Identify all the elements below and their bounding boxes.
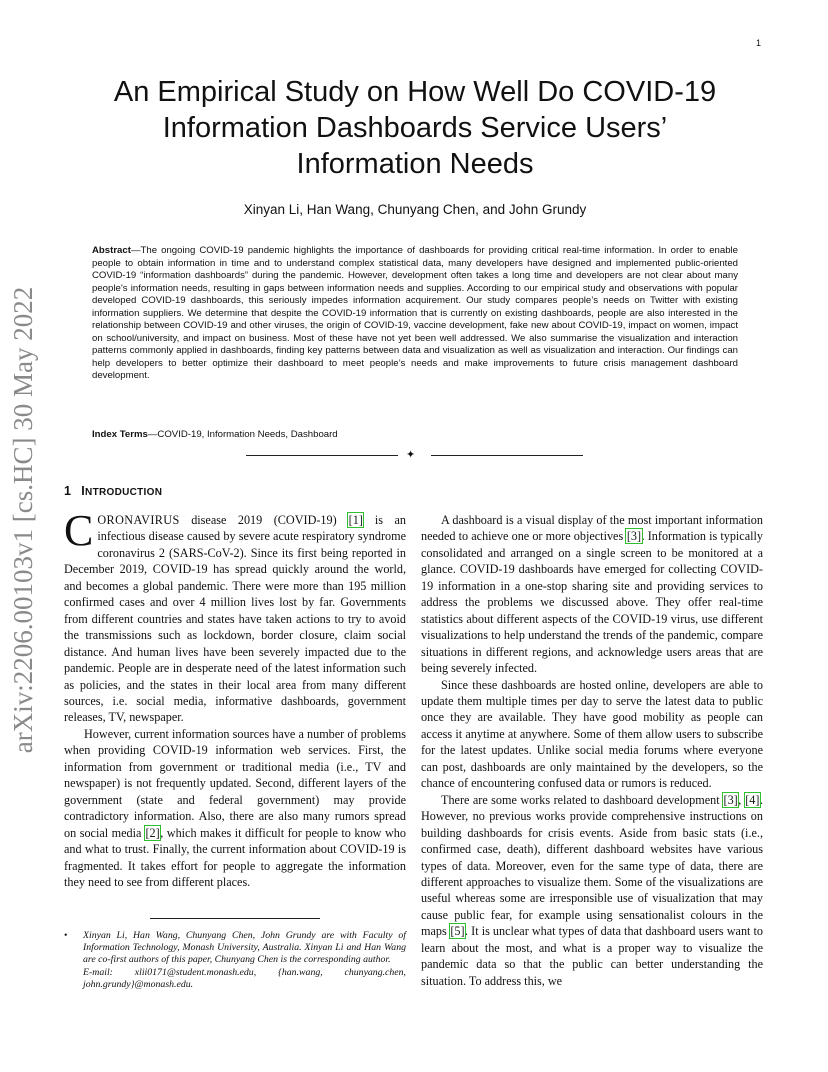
footnote-email: E-mail: xlii0171@student.monash.edu, {han.wang, chunyang.chen, john.grundy}@monash.edu.: [83, 966, 406, 990]
footnote-rule: [150, 918, 320, 919]
paragraph: [64, 506, 406, 726]
footnote: [64, 930, 406, 991]
left-column: [64, 506, 406, 890]
title-line-3: Information Needs: [296, 148, 534, 180]
title-line-2: Information Dashboards Service Users’: [162, 112, 668, 144]
citation-link[interactable]: [1]: [348, 513, 363, 527]
section-title-initial: I: [81, 484, 86, 498]
text-run: . Information is typically consolidated and arranged on a single screen to be monitored at a glance. COVID-19 dashboards have emerged for collecting COVID-19 information in a one-stop sharing site and providing services to address the problems we discussed above. They offer real-time statistics about different aspects of the COVID-19 virus, use different visualizations to help understand the trends of the pandemic, compare situations in different regions, and acknowledge users areas that are being severely infected.: [421, 529, 763, 676]
abstract-text: —The ongoing COVID-19 pandemic highlights the importance of dashboards for providing critical real-time information. In order to enable people to obtain information in time and to understand complex statistical data, many developers have designed and implemented public-oriented COVID-19 “information dashboards” during the pandemic. However, development often takes a long time and developers are not clear about many people’s information needs, resulting in gaps between information needs and supplies. According to our empirical study and observations with popular developed COVID-19 dashboards, this seriously impedes information acquirement. Our study compares people’s needs on Twitter with existing information suppliers. We determine that despite the COVID-19 information that is currently on existing dashboards, people are also interested in the relationship between COVID-19 and other viruses, the origin of COVID-19, vaccine development, fake new about COVID-19, impact on women, impact on school/university, and impact on business. Most of these have not yet been well addressed. We also summarise the visualization and interaction patterns commonly applied in dashboards, finding key patterns between data and visualization as well as visualization and interaction. Our findings can help developers to better optimize their dashboard to meet people’s needs and make improvements to future crisis management dashboard development.: [92, 245, 738, 382]
section-heading: [64, 484, 162, 500]
text-run: A dashboard is a visual display of the most important information needed to achieve one or more objectives: [421, 513, 763, 544]
paragraph: [421, 792, 763, 989]
text-run: disease 2019 (COVID-19): [179, 513, 349, 527]
abstract-label: Abstract: [92, 245, 131, 256]
paragraph: [421, 512, 763, 677]
divider-right: [431, 455, 583, 456]
page-number: 1: [756, 38, 762, 48]
right-column: [421, 512, 763, 989]
footnote-affiliation: Xinyan Li, Han Wang, Chunyang Chen, John Grundy are with Faculty of Information Technology, Monash University, Australia. Xinyan Li and Han Wang are co-first authors of this paper, Chunyang Chen is the corresponding author.: [83, 930, 406, 966]
text-run: ,: [738, 792, 745, 807]
divider-left: [246, 455, 398, 456]
citation-link[interactable]: [2]: [145, 825, 160, 840]
author-list: Xinyan Li, Han Wang, Chunyang Chen, and John Grundy: [243, 202, 587, 217]
footnote-bullet: •: [64, 930, 68, 941]
paragraph: Since these dashboards are hosted online, developers are able to update them multiple times per day to serve the latest data to public once they are available. They have good mobility as people can access it anytime at anywhere. Some of them allow users to subscribe for the latest updates. Unlike social media forums where everyone can post, dashboards are only maintained by the developers, so the chance of encountering confused data or rumors is reduced.: [421, 677, 763, 791]
lead-word: ORONAVIRUS: [97, 513, 180, 527]
paragraph: [64, 726, 406, 891]
drop-cap: C: [64, 506, 94, 555]
text-run: There are some works related to dashboard development: [441, 792, 724, 807]
citation-link[interactable]: [4]: [745, 792, 760, 807]
citation-link[interactable]: [3]: [723, 792, 738, 807]
text-run: , which makes it difficult for people to know who and what to trust. Finally, the current information about COVID-19 is fragmented. It takes effort for people to aggregate the information they need to see from different places.: [64, 825, 406, 889]
paper-title: [70, 74, 760, 182]
section-title-rest: NTRODUCTION: [85, 487, 163, 498]
divider-diamond-icon: ✦: [406, 448, 416, 461]
citation-link[interactable]: [3]: [626, 529, 642, 544]
text-run: is an infectious disease caused by severe acute respiratory syndrome coronavirus 2 (SARS-CoV-2). Since its first being reported in December 2019, COVID-19 has spread quickly around the world, and becomes a global pandemic. There were more than 195 million confirmed cases and over 4 million lives lost by far. Governments from different countries and states have taken actions to try to avoid the transmissions such as lockdown, border closure, claim social distance. And human lives have been severely impacted due to the pandemic. People are in desperate need of the latest information such as policies, and the states in their local area from many different sources, i.e. social media, informative dashboards, government releases, TV, newspaper.: [64, 513, 406, 725]
abstract: [92, 245, 738, 383]
index-terms-text: —COVID-19, Information Needs, Dashboard: [147, 429, 338, 440]
title-line-1: An Empirical Study on How Well Do COVID-19: [113, 76, 717, 108]
text-run: However, current information sources have a number of problems when providing COVID-19 information web services. First, the information from government or traditional media (i.e., TV and newspaper) is not frequently updated. Second, different layers of the government (state and federal government) may provide contradictory information. Also, there are also many rumors spread on social media: [64, 726, 406, 840]
index-terms: [92, 428, 738, 441]
text-run: . It is unclear what types of data that dashboard users want to learn about the most, and what is a proper way to visualize the pandemic data so that the public can better understanding the situation. To address this, we: [421, 924, 763, 988]
text-run: . However, no previous works provide comprehensive instructions on building dashboards for crisis events. Aside from basic stats (i.e., confirmed case, death), different dashboard websites have various types of data. Moreover, even for the same type of data, there are different approaches to visualize them. Some of the visualizations are useful whereas some are irresponsible use of visualization that may cause public fear, for example using sensationalist colours in the maps: [421, 792, 764, 939]
arxiv-identifier: arXiv:2206.00103v1 [cs.HC] 30 May 2022: [8, 286, 38, 754]
citation-link[interactable]: [5]: [450, 924, 465, 939]
arxiv-stamp: [6, 270, 46, 770]
index-terms-label: Index Terms: [92, 429, 148, 440]
section-number: 1: [64, 484, 72, 498]
